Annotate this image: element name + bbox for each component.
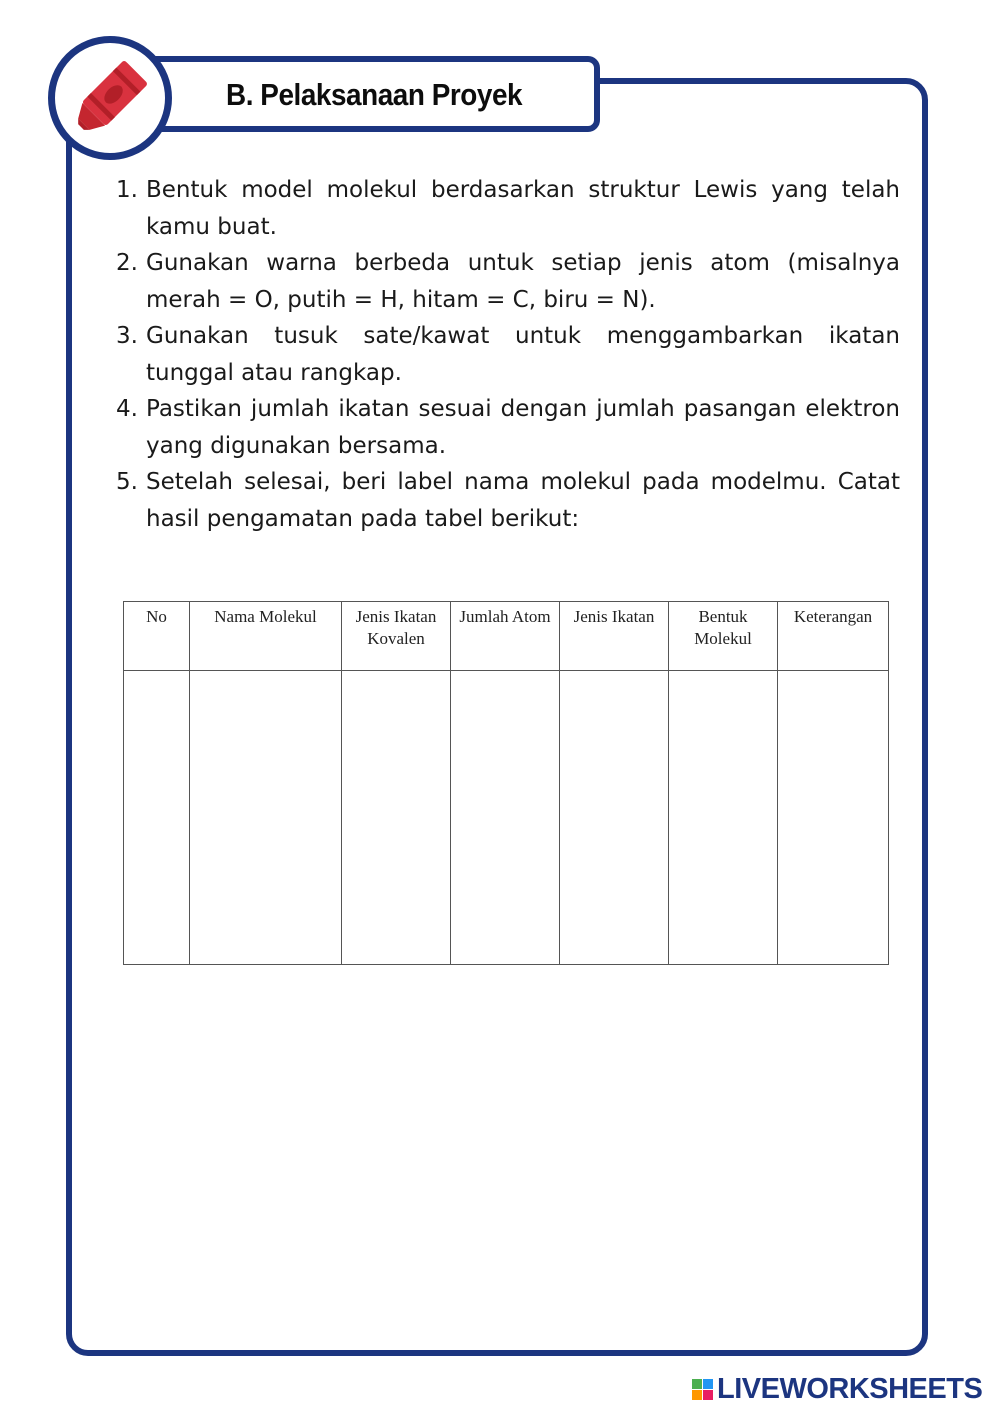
- cell-jumlah-atom[interactable]: [451, 671, 560, 965]
- cell-bentuk-molekul[interactable]: [669, 671, 778, 965]
- item-text: Pastikan jumlah ikatan sesuai dengan jumlah pasangan elektron yang digunakan bersama.: [146, 396, 900, 459]
- page-title: B. Pelaksanaan Proyek: [226, 77, 523, 112]
- observation-table: [123, 601, 889, 965]
- cell-no[interactable]: [124, 671, 190, 965]
- list-item: [116, 391, 900, 464]
- item-number: 4.: [116, 396, 138, 422]
- header-jenis-ikatan: Jenis Ikatan: [560, 602, 669, 671]
- item-text: Gunakan warna berbeda untuk setiap jenis atom (misalnya merah = O, putih = H, hitam = C, biru = N).: [146, 250, 900, 313]
- item-number: 3.: [116, 323, 138, 349]
- header-jenis-ikatan-kovalen: Jenis Ikatan Kovalen: [342, 602, 451, 671]
- item-text: Gunakan tusuk sate/kawat untuk menggambarkan ikatan tunggal atau rangkap.: [146, 323, 900, 386]
- header-jumlah-atom: Jumlah Atom: [451, 602, 560, 671]
- liveworksheets-logo-icon: [692, 1379, 713, 1400]
- table-header-row: [124, 602, 889, 671]
- item-number: 2.: [116, 250, 138, 276]
- cell-jenis-ikatan-kovalen[interactable]: [342, 671, 451, 965]
- cell-nama-molekul[interactable]: [190, 671, 342, 965]
- list-item: [116, 464, 900, 537]
- header-no: No: [124, 602, 190, 671]
- item-text: Bentuk model molekul berdasarkan struktur Lewis yang telah kamu buat.: [146, 177, 900, 240]
- watermark-text: LIVEWORKSHEETS: [717, 1372, 983, 1405]
- cell-keterangan[interactable]: [778, 671, 889, 965]
- header-nama-molekul: Nama Molekul: [190, 602, 342, 671]
- item-number: 1.: [116, 177, 138, 203]
- item-number: 5.: [116, 469, 138, 495]
- watermark: [692, 1374, 982, 1404]
- icon-badge: [48, 36, 172, 160]
- header-bentuk-molekul: Bentuk Molekul: [669, 602, 778, 671]
- list-item: [116, 245, 900, 318]
- crayon-icon: [65, 53, 155, 143]
- table-row: [124, 671, 889, 965]
- item-text: Setelah selesai, beri label nama molekul pada modelmu. Catat hasil pengamatan pada tabel berikut:: [146, 469, 900, 532]
- list-item: [116, 318, 900, 391]
- cell-jenis-ikatan[interactable]: [560, 671, 669, 965]
- header-keterangan: Keterangan: [778, 602, 889, 671]
- list-item: [116, 172, 900, 245]
- instruction-list: [116, 172, 900, 537]
